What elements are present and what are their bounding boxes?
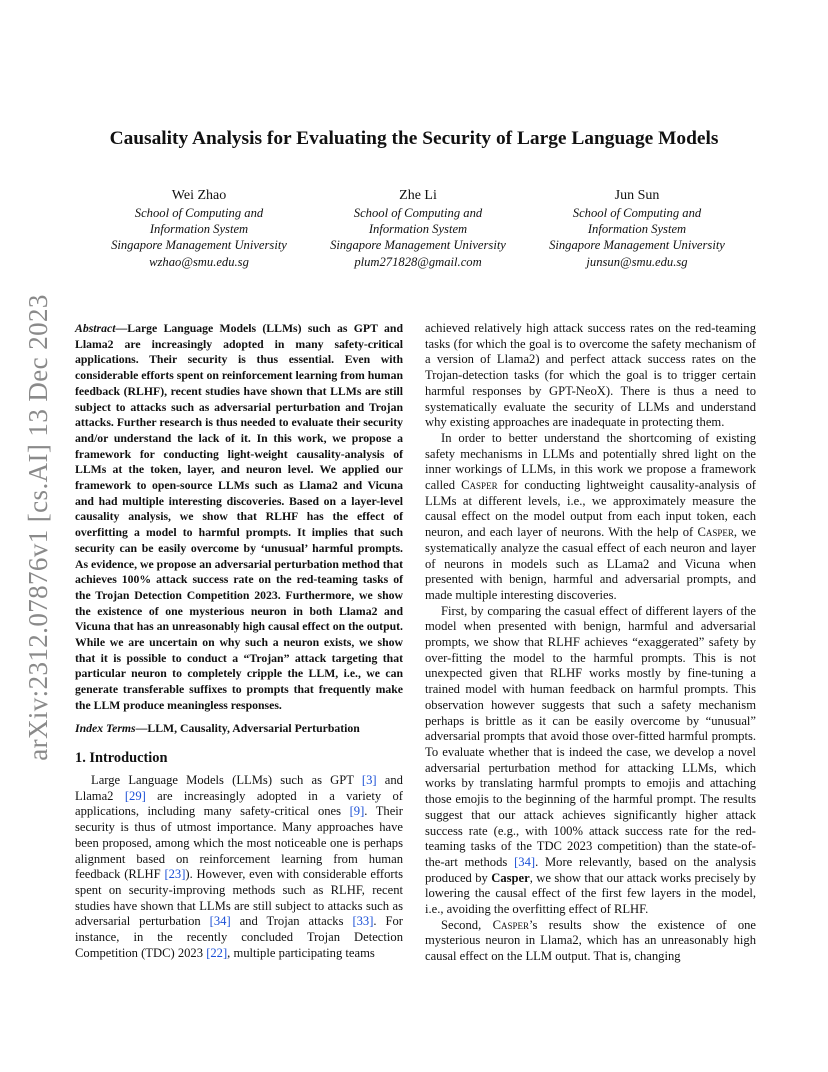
- citation-link[interactable]: [34]: [209, 914, 231, 929]
- text-run: . For instance, in the recently concluded Trojan Detection Competition (TDC) 2023: [75, 914, 403, 960]
- author-dept: Information System: [149, 222, 249, 237]
- citation-link[interactable]: [3]: [361, 772, 377, 787]
- author-1: [90, 187, 308, 270]
- author-2: [309, 187, 527, 270]
- text-run: , multiple participating teams: [227, 945, 375, 960]
- index-terms-text: —LLM, Causality, Adversarial Perturbation: [135, 721, 360, 735]
- text-run: In order to better understand the shortcoming of existing safety mechanisms in LLMs and potentially shred light on the inner workings of LLMs, in this work we propose a framework called: [425, 430, 756, 493]
- text-run: . Their security is thus of utmost importance. Many approaches have been proposed, among which the most noticeable one is perhaps alignment based on reinforcement learning from human feedback (RLHF: [75, 804, 404, 882]
- text-run: Large Language Models (LLMs) such as GPT: [91, 772, 362, 787]
- author-univ: Singapore Management University: [111, 238, 287, 253]
- intro-paragraph-3: [425, 604, 756, 918]
- text-run: for conducting lightweight causality-analysis of LLMs at different levels, i.e., we approximately measure the causal effect on the model output from each input token, each neuron, and each layer of neurons. With the help of: [425, 478, 756, 540]
- citation-link[interactable]: [33]: [352, 914, 374, 929]
- author-dept: School of Computing and: [353, 206, 483, 220]
- text-run: and Trojan attacks: [230, 914, 353, 929]
- paper-title: Causality Analysis for Evaluating the Security of Large Language Models: [109, 128, 719, 149]
- author-email: junsun@smu.edu.sg: [586, 254, 688, 269]
- text-run: achieved relatively high attack success rates on the red-teaming tasks (for which the goal is to overcome the safety mechanism of a version of Llama2) and perfect attack success rates on the Trojan-detection tasks (for which the goal is to trigger certain harmful responses by GPT-NeoX). There is thus a need to systematically evaluate the security of LLMs and understand why existing approaches are inadequate in protecting them.: [425, 321, 756, 430]
- author-3: [528, 187, 746, 270]
- casper-name: Casper: [697, 525, 734, 540]
- abstract-text: —Large Language Models (LLMs) such as GPT and Llama2 are increasingly adopted in many safety-critical applications. Their security is thus essential. Even with considerable efforts spent on reinforcement learning from human feedback (RLHF), recent studies have shown that LLMs are still subject to attacks such as adversarial perturbation and Trojan attacks. Further research is thus needed to evaluate their security and/or understand the lack of it. In this work, we propose a framework for conducting light-weight causality-analysis of LLMs at the token, layer, and neuron level. We applied our framework to open-source LLMs such as Llama2 and Vicuna and had multiple interesting discoveries. Based on a layer-level causality analysis, we show that RLHF has the effect of overfitting a model to harmful prompts. It implies that such security can be easily overcome by ‘unusual’ harmful prompts. As evidence, we propose an adversarial perturbation method that achieves 100% attack success rate on the red-teaming tasks of the Trojan Detection Competition 2023. Furthermore, we show the existence of one mysterious neuron in both Llama2 and Vicuna that has an unreasonably high causal effect on the output. While we are uncertain on why such a neuron exists, we show that it is possible to conduct a “Trojan” attack targeting that particular neuron to completely cripple the LLM, i.e., we can generate transferable suffixes to prompts that frequently make the LLM produce meaningless responses.: [75, 322, 403, 712]
- text-run: ). However, even with considerable efforts spent on security-improving methods such as RLHF, recent studies have shown that LLMs are still subject to attacks such as adversarial perturbation: [75, 867, 403, 929]
- citation-link[interactable]: [29]: [124, 788, 146, 803]
- text-run: , we show that our attack works precisely by lowering the causal effect of the first few layers in the model, i.e., avoiding the overfitting effect of RLHF.: [425, 870, 756, 917]
- intro-paragraph-1-continued: [425, 321, 756, 431]
- left-column: [75, 321, 403, 961]
- author-dept: School of Computing and: [572, 206, 702, 220]
- text-run: . More relevantly, based on the analysis produced by: [425, 854, 756, 885]
- section-heading: 1. Introduction: [75, 750, 168, 767]
- author-univ: Singapore Management University: [330, 238, 506, 253]
- abstract-label: Abstract: [75, 322, 116, 335]
- index-terms: [75, 721, 403, 737]
- text-run: , we systematically analyze the casual effect of each neuron and layer of neurons in models such as LLama2 and Vicuna when presented with benign, harmful and adversarial prompts, and made multiple interesting discoveries.: [425, 525, 756, 602]
- abstract: [75, 321, 403, 714]
- text-run: ’s results show the existence of one mysterious neuron in Llama2, which has an unreasonably high causal effect on the LLM output. That is, changing: [425, 917, 756, 964]
- author-email: wzhao@smu.edu.sg: [149, 254, 249, 269]
- author-email: plum271828@gmail.com: [354, 254, 482, 269]
- casper-name: Casper: [461, 478, 498, 493]
- text-run: First, by comparing the casual effect of different layers of the model when presented with benign, harmful and adversarial prompts, we show that RLHF achieves “exaggerated” safety by over-fitting the model to the harmful prompts. This is not unexpected given that RLHF works mostly by fine-tuning a trained model with human feedback on harmful prompts. This observation however suggests that such a safety mechanism perhaps is brittle as it can be easily overcome by “unusual” adversarial prompts that avoid those over-fitted harmful prompts. To evaluate whether that is indeed the case, we develop a novel adversarial perturbation method for attacking LLMs, which works by translating harmful prompts to emojis and attaching those emojis to the beginning of the harmful prompt. The results suggest that our attack achieves significantly higher attack success rate (e.g., with 100% attack success rate for the red-teaming tasks of the TDC 2023 competition) than the state-of-the-art methods: [425, 603, 756, 869]
- citation-link[interactable]: [22]: [206, 945, 228, 960]
- text-run: Second,: [441, 917, 493, 932]
- author-dept: Information System: [368, 222, 468, 237]
- author-name: Wei Zhao: [171, 188, 227, 203]
- casper-name: Casper: [491, 870, 530, 885]
- text-run: and Llama2: [75, 772, 403, 803]
- right-column: [425, 321, 756, 965]
- citation-link[interactable]: [23]: [164, 867, 186, 882]
- author-dept: School of Computing and: [134, 206, 264, 220]
- author-name: Zhe Li: [399, 188, 437, 203]
- citation-link[interactable]: [9]: [349, 804, 365, 819]
- author-dept: Information System: [587, 222, 687, 237]
- citation-link[interactable]: [34]: [514, 854, 536, 869]
- author-block: [90, 187, 746, 270]
- author-name: Jun Sun: [614, 188, 660, 203]
- casper-name: Casper: [492, 917, 530, 932]
- arxiv-id: arXiv:2312.07876v1 [cs.AI] 13 Dec 2023: [22, 293, 53, 761]
- author-univ: Singapore Management University: [549, 238, 725, 253]
- intro-paragraph-1: [75, 773, 403, 961]
- text-run: are increasingly adopted in a variety of applications, including many safety-critical ones: [75, 788, 403, 819]
- intro-paragraph-4: [425, 918, 756, 965]
- intro-paragraph-2: [425, 431, 756, 604]
- index-terms-label: Index Terms: [75, 721, 136, 735]
- arxiv-stamp: [16, 292, 60, 762]
